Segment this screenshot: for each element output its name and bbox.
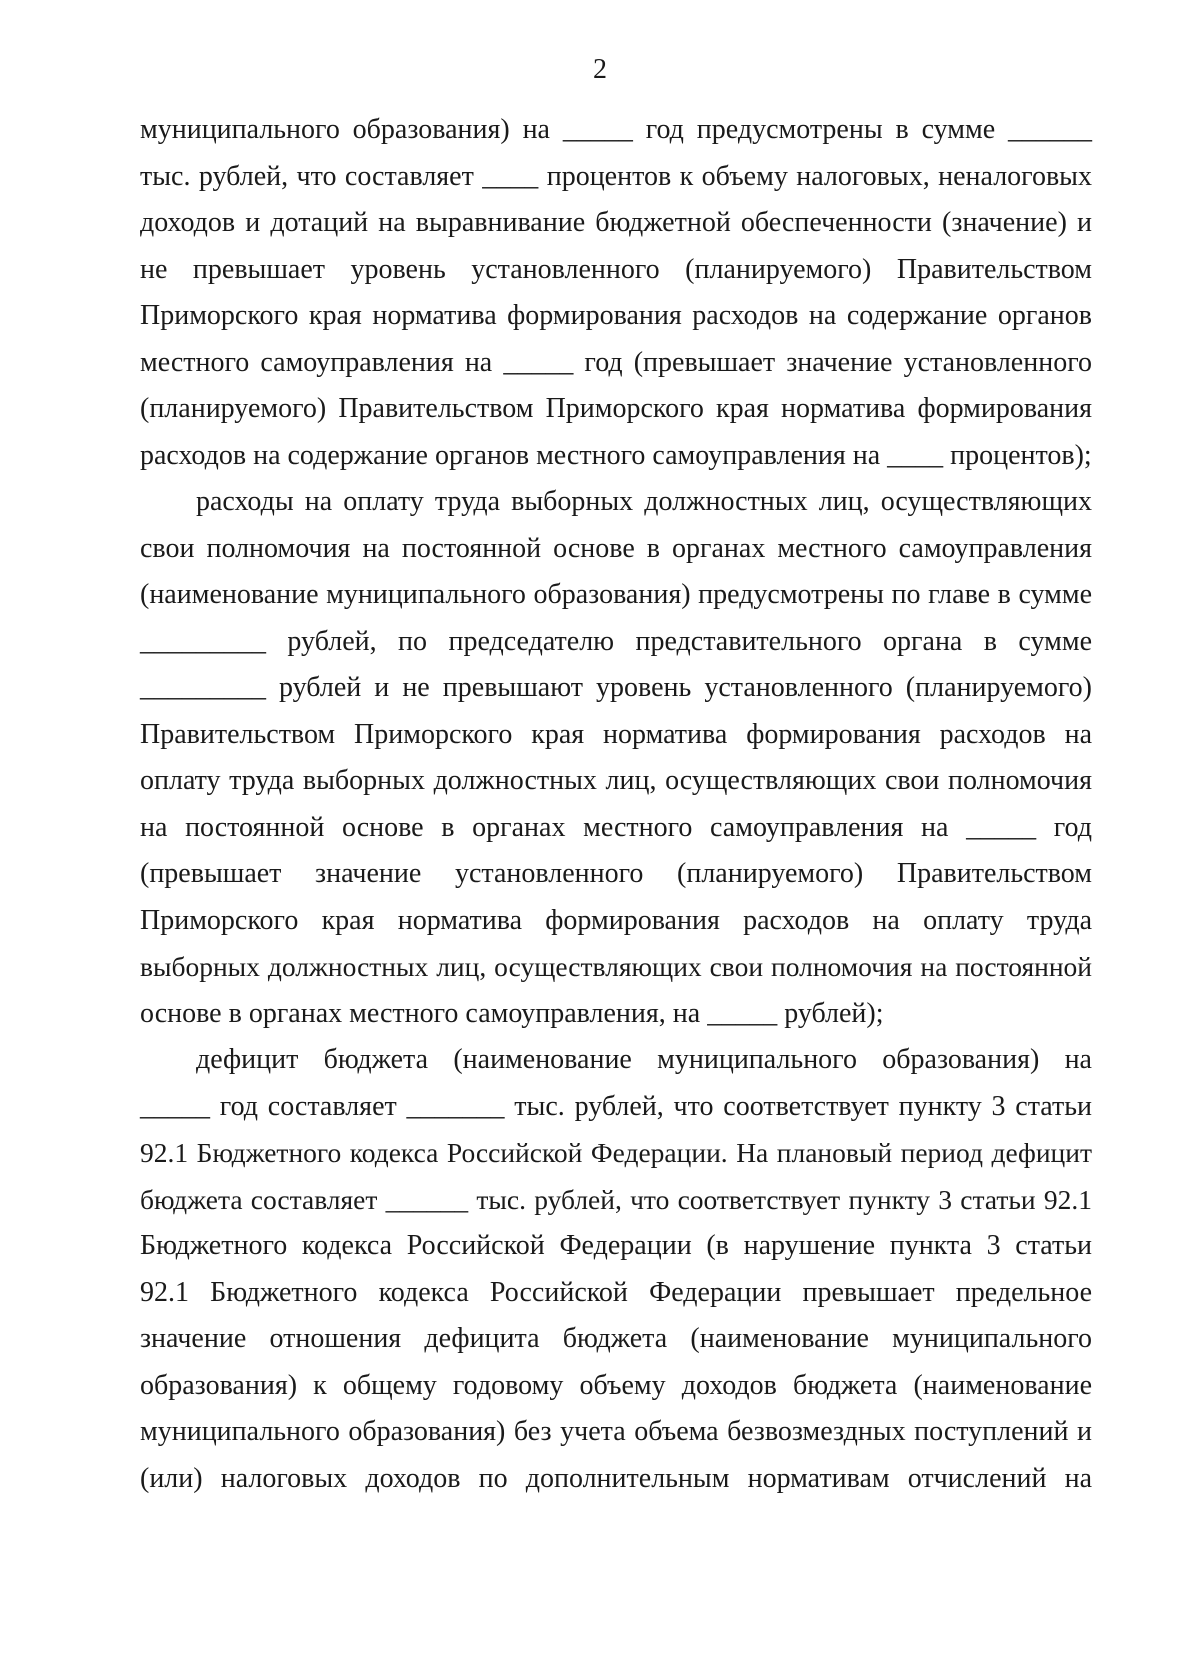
- text-line: образования) к общему годовому объему доходов бюджета (наименование: [140, 1369, 1092, 1401]
- text-line: муниципального образования) на _____ год предусмотрены в сумме ______: [140, 114, 1092, 145]
- text-line: дефицит бюджета (наименование муниципального образования) на: [196, 1044, 1092, 1075]
- page-number: 2: [593, 54, 607, 85]
- text-line: не превышает уровень установленного (планируемого) Правительством: [140, 253, 1092, 285]
- text-line: Приморского края норматива формирования расходов на оплату труда: [140, 904, 1092, 936]
- text-line: значение отношения дефицита бюджета (наименование муниципального: [140, 1323, 1092, 1354]
- text-line: 92.1 Бюджетного кодекса Российской Федерации. На плановый период дефицит: [140, 1137, 1092, 1168]
- document-body: [140, 107, 1092, 1502]
- text-line: _________ рублей и не превышают уровень установленного (планируемого): [140, 672, 1092, 703]
- text-line: местного самоуправления на _____ год (превышает значение установленного: [140, 346, 1092, 378]
- text-line: Бюджетного кодекса Российской Федерации (в нарушение пункта 3 статьи: [140, 1230, 1092, 1261]
- text-line: Приморского края норматива формирования расходов на содержание органов: [140, 300, 1092, 331]
- text-line: доходов и дотаций на выравнивание бюджетной обеспеченности (значение) и: [140, 207, 1092, 238]
- text-line: муниципального образования) без учета объема безвозмездных поступлений и: [140, 1416, 1092, 1447]
- text-line: Правительством Приморского края норматива формирования расходов на: [140, 718, 1092, 750]
- text-line: оплату труда выборных должностных лиц, осуществляющих свои полномочия: [140, 765, 1092, 796]
- text-line: свои полномочия на постоянной основе в органах местного самоуправления: [140, 532, 1092, 564]
- text-line: 92.1 Бюджетного кодекса Российской Федерации превышает предельное: [140, 1276, 1092, 1308]
- text-line: на постоянной основе в органах местного самоуправления на _____ год: [140, 811, 1092, 843]
- text-line: _________ рублей, по председателю представительного органа в сумме: [140, 625, 1092, 657]
- text-line: расходов на содержание органов местного самоуправления на ____ процентов);: [140, 439, 1092, 471]
- text-line: (или) налоговых доходов по дополнительным нормативам отчислений на: [140, 1462, 1092, 1494]
- text-line: тыс. рублей, что составляет ____ процентов к объему налоговых, неналоговых: [140, 160, 1092, 192]
- text-line: (наименование муниципального образования) предусмотрены по главе в сумме: [140, 579, 1092, 610]
- text-line: выборных должностных лиц, осуществляющих свои полномочия на постоянной: [140, 951, 1092, 982]
- text-line: _____ год составляет _______ тыс. рублей, что соответствует пункту 3 статьи: [140, 1090, 1092, 1122]
- text-line: основе в органах местного самоуправления, на _____ рублей);: [140, 997, 884, 1029]
- text-line: расходы на оплату труда выборных должностных лиц, осуществляющих: [196, 486, 1092, 517]
- text-line: бюджета составляет ______ тыс. рублей, что соответствует пункту 3 статьи 92.1: [140, 1183, 1092, 1215]
- text-line: (планируемого) Правительством Приморского края норматива формирования: [140, 393, 1092, 424]
- text-line: (превышает значение установленного (планируемого) Правительством: [140, 858, 1092, 889]
